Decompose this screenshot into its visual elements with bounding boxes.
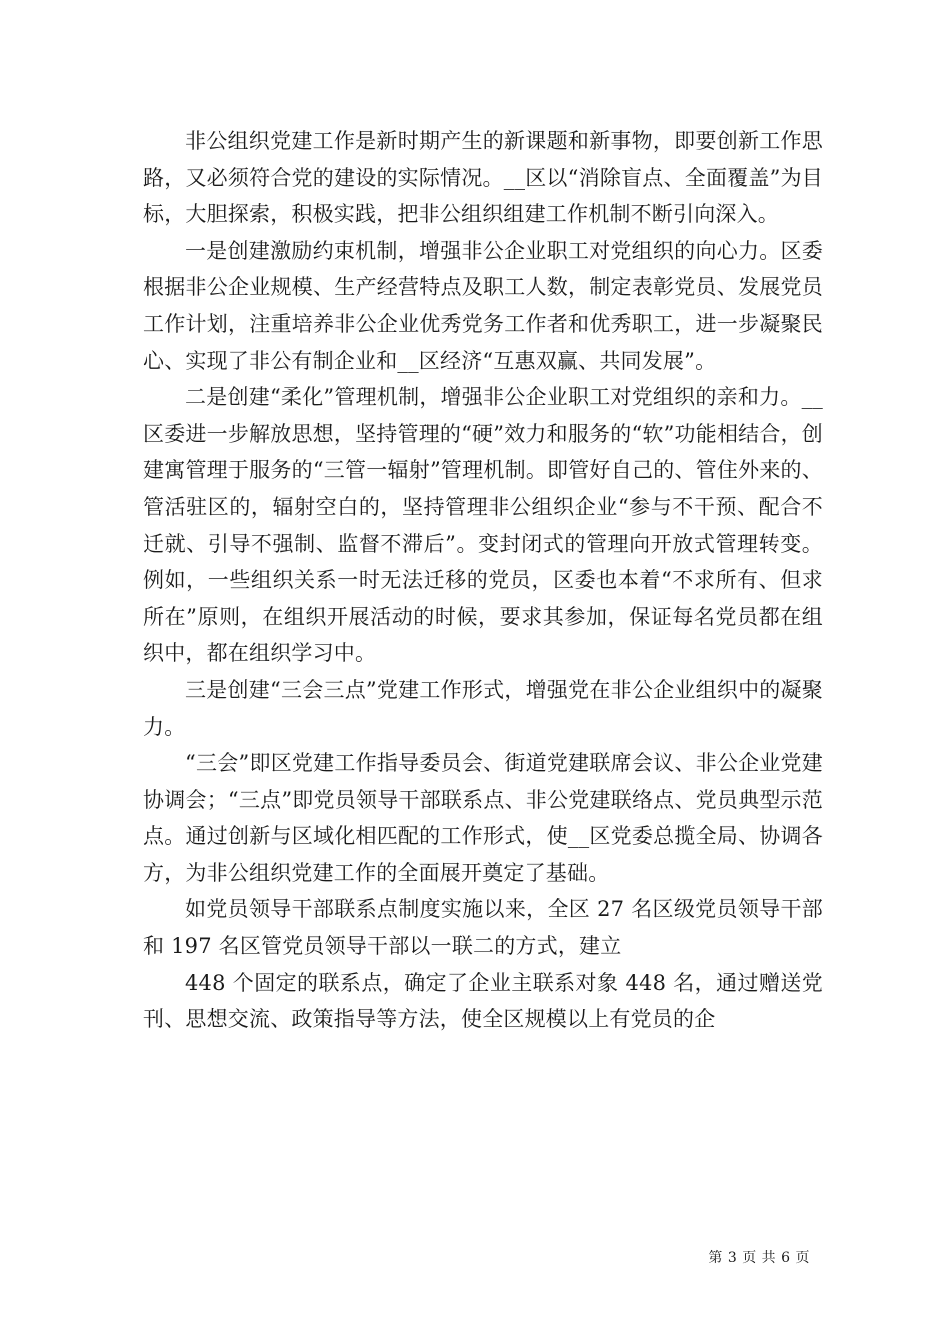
- page-number: 第 3 页 共 6 页: [708, 1250, 810, 1266]
- paragraph-point-three: 三是创建“三会三点”党建工作形式，增强党在非公企业组织中的凝聚力。: [143, 677, 823, 739]
- document-body: [143, 123, 823, 1038]
- paragraph-point-one: 一是创建激励约束机制，增强非公企业职工对党组织的向心力。区委根据非公企业规模、生产经营特点及职工人数，制定表彰党员、发展党员工作计划，注重培养非公企业优秀党务工作者和优秀职工，进一步凝聚民心、实现了非公有制企业和__区经济“互惠双赢、共同发展”。: [143, 238, 823, 373]
- paragraph-contact-points: 448 个固定的联系点，确定了企业主联系对象 448 名，通过赠送党刊、思想交流、政策指导等方法，使全区规模以上有党员的企: [143, 970, 823, 1032]
- paragraph-intro: 非公组织党建工作是新时期产生的新课题和新事物，即要创新工作思路，又必须符合党的建设的实际情况。__区以“消除盲点、全面覆盖”为目标，大胆探索，积极实践，把非公组织组建工作机制不断引向深入。: [143, 129, 823, 227]
- paragraph-point-two: 二是创建“柔化”管理机制，增强非公企业职工对党组织的亲和力。__区委进一步解放思想，坚持管理的“硬”效力和服务的“软”功能相结合，创建寓管理于服务的“三管一辐射”管理机制。即管好自己的、管住外来的、管活驻区的，辐射空白的，坚持管理非公组织企业“参与不干预、配合不迁就、引导不强制、监督不滞后”。变封闭式的管理向开放式管理转变。例如，一些组织关系一时无法迁移的党员，区委也本着“不求所有、但求所在”原则，在组织开展活动的时候，要求其参加，保证每名党员都在组织中，都在组织学习中。: [143, 385, 823, 666]
- paragraph-three-meetings: “三会”即区党建工作指导委员会、街道党建联席会议、非公企业党建协调会；“三点”即党员领导干部联系点、非公党建联络点、党员典型示范点。通过创新与区域化相匹配的工作形式，使__区党委总揽全局、协调各方，为非公组织党建工作的全面展开奠定了基础。: [143, 751, 823, 885]
- paragraph-example: 如党员领导干部联系点制度实施以来，全区 27 名区级党员领导干部和 197 名区管党员领导干部以一联二的方式，建立: [143, 897, 823, 959]
